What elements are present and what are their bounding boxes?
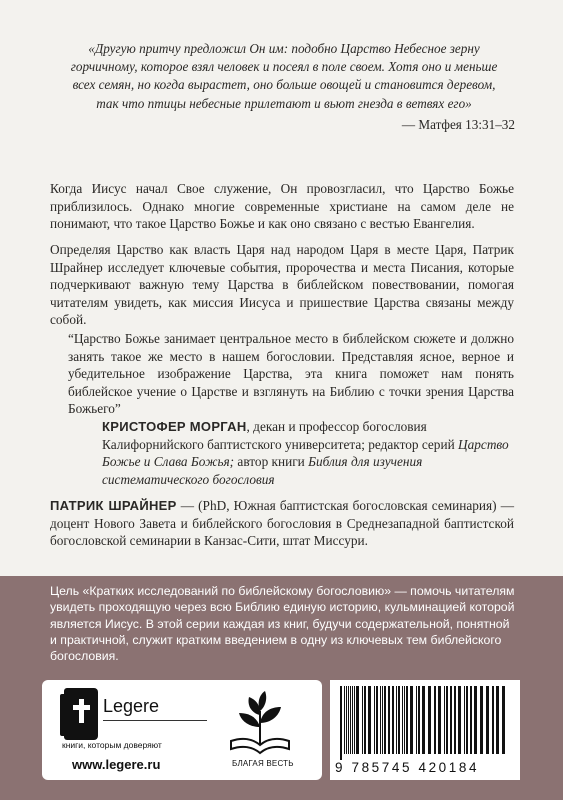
barcode-bar (354, 686, 355, 754)
series-note (50, 583, 520, 664)
barcode-bar (444, 686, 445, 754)
epigraph-line: горчичному, которое взял человек и посеял в поле своем. Хотя оно и меньше (70, 59, 498, 75)
publisher-tagline: книги, которым доверяют (62, 740, 162, 750)
publisher-url: www.legere.ru (72, 757, 161, 772)
endorsement-attribution (102, 418, 514, 488)
author-bio-text: — (PhD, Южная баптистская богословская семинария) — доцент Нового Завета и библейского богословия в Среднезападной баптистской богословской семинарии в Канзас-Сити, штат Миссури. (50, 498, 514, 549)
barcode-bar (434, 686, 436, 754)
epigraph-reference: — Матфея 13:31–32 (401, 117, 515, 132)
barcode-bar (368, 686, 371, 754)
series-note-line: богословия. (50, 649, 119, 664)
barcode-bar (392, 686, 394, 754)
barcode-bar (374, 686, 375, 754)
partner-name: БЛАГАЯ ВЕСТЬ (232, 759, 294, 768)
barcode-bar (402, 686, 403, 754)
barcode-bar (486, 686, 489, 754)
barcode-bar (416, 686, 417, 754)
barcode-bar (492, 686, 494, 754)
barcode-bar (396, 686, 397, 754)
barcode-bar (364, 686, 366, 754)
author-name: ПАТРИК ШРАЙНЕР (50, 498, 177, 513)
barcode-bar (346, 686, 347, 754)
barcode-bar (376, 686, 378, 754)
barcode-bar (438, 686, 441, 754)
endorser-name: КРИСТОФЕР МОРГАН (102, 419, 247, 434)
barcode-bar (446, 686, 448, 754)
plant-in-book-icon (225, 683, 295, 755)
series-note-line: является Иисус. В этой серии каждая из книг, будучи содержательной, понятной (50, 616, 510, 631)
endorser-book: Библия для изучения систематического богословия (102, 454, 423, 487)
barcode-bar (410, 686, 413, 754)
barcode-bar (450, 686, 452, 754)
publisher-name: Legere (103, 696, 160, 716)
series-note-line: Цель «Кратких исследований по библейскому богословию» — помочь читателям (50, 584, 515, 598)
barcode-bar (380, 686, 381, 754)
barcode-bar (352, 686, 353, 754)
bottom-strip (0, 790, 563, 800)
barcode-bar (398, 686, 400, 754)
barcode-bar (480, 686, 483, 754)
summary-paragraph: Определяя Царство как власть Царя над народом Царя в месте Царя, Патрик Шрайнер исследует ключевые события, пророчества и места Писания, которые подчеркивают важную тему Царства в библейском повествовании, помогая читателям увидеть, как миссия Иисуса и пришествие Царства связаны между собой. (50, 242, 514, 328)
barcode-bar (388, 686, 390, 754)
isbn-barcode (338, 686, 512, 760)
epigraph-line: всех семян, но когда вырастет, оно больше овощей и становится деревом, (72, 77, 496, 93)
barcode-bar (340, 686, 342, 760)
barcode-bar (382, 686, 383, 754)
endorsement-quote: “Царство Божье занимает центральное место в библейском сюжете и должно занять такое же место в нашем богословии. Представляя ясное, верное и убедительное изображение Царства, эта книга поможет нам понять библейское учение о Царстве и взглянуть на Библию с точки зрения Царства Божьего” (68, 331, 514, 417)
barcode-bar (466, 686, 468, 754)
author-bio (50, 497, 514, 550)
barcode-bar (496, 686, 499, 754)
barcode-bar (418, 686, 420, 754)
barcode-bar (428, 686, 431, 754)
series-note-line: увидеть проходящую через всю Библию единую историю, кульминацией которой (50, 600, 515, 615)
barcode-bar (422, 686, 425, 754)
barcode-bar (454, 686, 456, 754)
barcode-bar (350, 686, 351, 754)
endorser-text: автор книги (234, 454, 309, 470)
epigraph-line: так что птицы небесные прилетают и вьют гнезда в ветвях его» (96, 95, 472, 111)
divider (103, 720, 207, 721)
isbn-number: 9 785745 420184 (335, 760, 480, 775)
barcode-bar (458, 686, 461, 754)
endorser-series: Царство Божье и Слава Божья; (102, 436, 509, 470)
bible-book-icon (64, 688, 98, 740)
barcode-bar (344, 686, 345, 754)
barcode-bar (474, 686, 477, 754)
barcode-bar (470, 686, 472, 754)
endorser-title: , декан и профессор богословия Калифорнийского баптистского университета; редактор серий (102, 419, 459, 452)
barcode-bar (502, 686, 505, 754)
barcode-bar (384, 686, 386, 754)
epigraph-line: «Другую притчу предложил Он им: подобно Царство Небесное зерну (88, 41, 480, 56)
barcode-bar (356, 686, 359, 754)
barcode-bar (362, 686, 363, 754)
series-note-line: и практичной, служит кратким введением в одну из ключевых тем библейского (50, 632, 502, 647)
intro-paragraph: Когда Иисус начал Свое служение, Он провозгласил, что Царство Божье приблизилось. Однако многие современные христиане на самом деле не понимают, что такое Царство Божье и как оно связано с вестью Евангелия. (50, 181, 514, 232)
epigraph (54, 40, 514, 113)
barcode-bar (464, 686, 465, 754)
barcode-bar (404, 686, 405, 754)
barcode-bar (348, 686, 349, 754)
barcode-bar (406, 686, 408, 754)
